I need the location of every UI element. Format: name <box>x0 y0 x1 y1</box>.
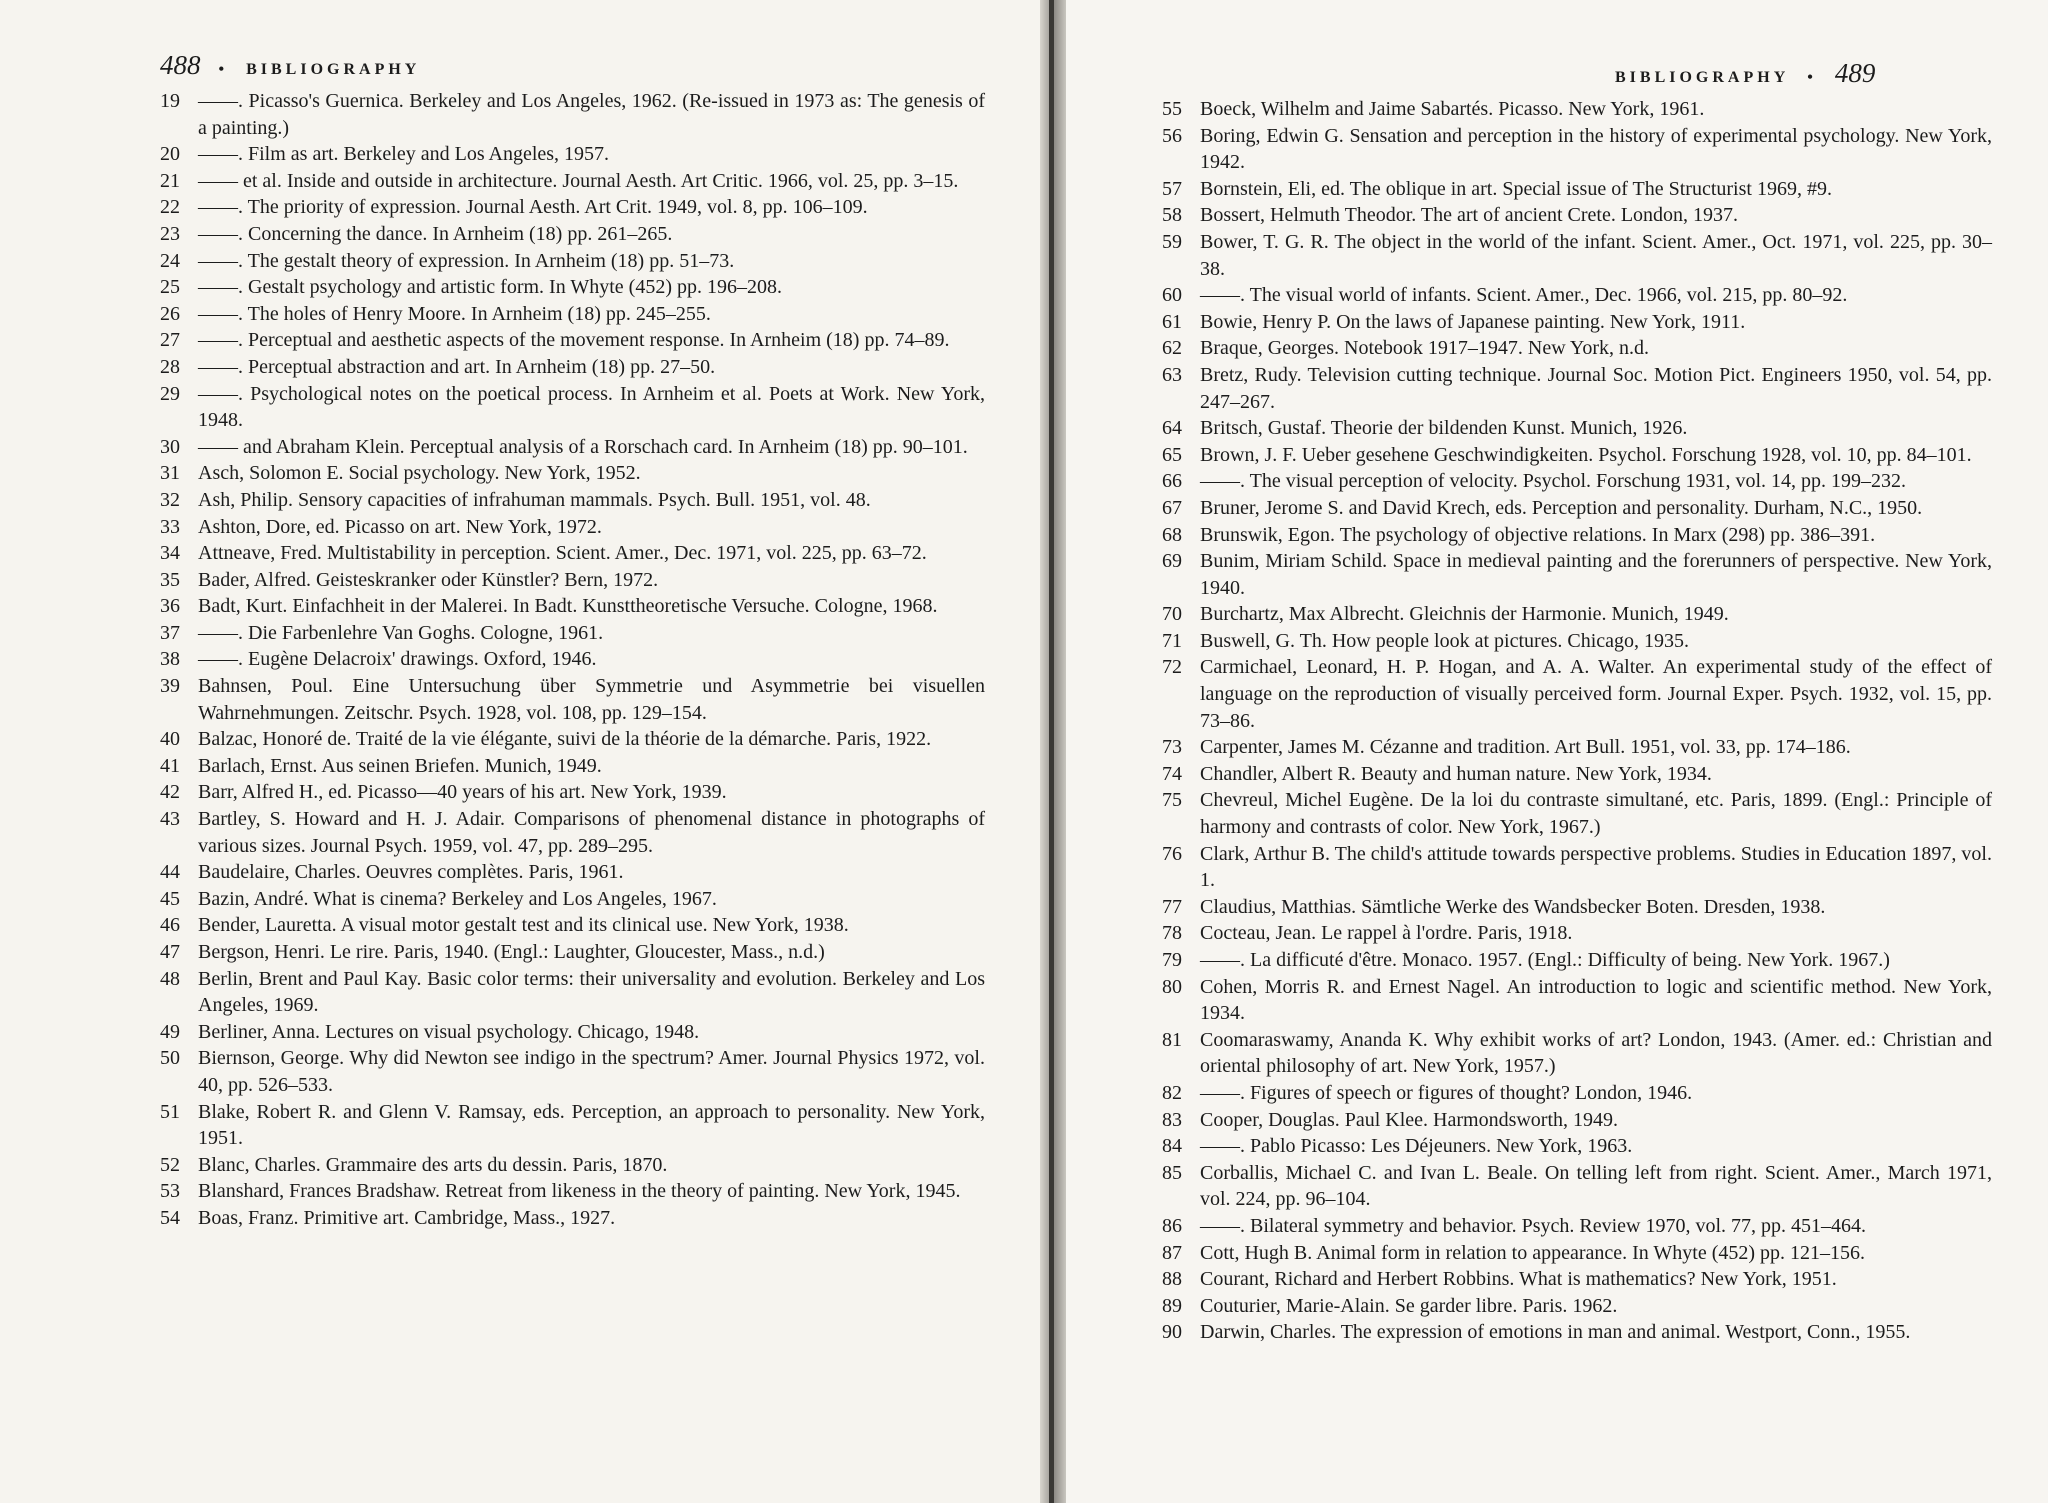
entry-number: 44 <box>160 861 180 884</box>
bibliography-entry <box>160 1019 985 1046</box>
entry-text: Bader, Alfred. Geisteskranker oder Künstler? Bern, 1972. <box>198 568 659 591</box>
entry-text: Bender, Lauretta. A visual motor gestalt test and its clinical use. New York, 1938. <box>198 914 849 937</box>
entry-text: Couturier, Marie-Alain. Se garder libre. Paris. 1962. <box>1200 1294 1618 1317</box>
entry-number: 61 <box>1162 310 1182 333</box>
bibliography-entry <box>1162 415 1992 442</box>
bibliography-entry <box>1162 495 1992 522</box>
entry-text: Bornstein, Eli, ed. The oblique in art. Special issue of The Structurist 1969, #9. <box>1200 177 1832 200</box>
entry-text: ——. The priority of expression. Journal Aesth. Art Crit. 1949, vol. 8, pp. 106–109. <box>198 196 868 219</box>
entry-text: Blanshard, Frances Bradshaw. Retreat from likeness in the theory of painting. New York, 1945. <box>198 1180 961 1203</box>
bibliography-entry <box>1162 1027 1992 1080</box>
entry-number: 32 <box>160 488 180 511</box>
bibliography-entry <box>1162 468 1992 495</box>
entry-text: Brunswik, Egon. The psychology of objective relations. In Marx (298) pp. 386–391. <box>1200 523 1876 546</box>
bibliography-entry <box>1162 654 1992 734</box>
entry-text: Bretz, Rudy. Television cutting technique. Journal Soc. Motion Pict. Engineers 1950, vol. 54, pp. 247–267. <box>1200 363 1992 413</box>
entry-text: Courant, Richard and Herbert Robbins. What is mathematics? New York, 1951. <box>1200 1268 1837 1291</box>
entry-text: Blanc, Charles. Grammaire des arts du dessin. Paris, 1870. <box>198 1153 668 1176</box>
bibliography-entry <box>160 753 985 780</box>
entry-number: 88 <box>1162 1268 1182 1291</box>
entry-text: Asch, Solomon E. Social psychology. New York, 1952. <box>198 462 641 485</box>
entry-text: Claudius, Matthias. Sämtliche Werke des Wandsbecker Boten. Dresden, 1938. <box>1200 895 1826 918</box>
bibliography-entry <box>1162 522 1992 549</box>
entry-number: 65 <box>1162 443 1182 466</box>
bibliography-entry <box>160 1099 985 1152</box>
entry-text: ——. Gestalt psychology and artistic form. In Whyte (452) pp. 196–208. <box>198 276 782 299</box>
bibliography-entry <box>1162 974 1992 1027</box>
bibliography-entry <box>1162 123 1992 176</box>
entry-text: ——. The holes of Henry Moore. In Arnheim (18) pp. 245–255. <box>198 302 711 325</box>
bibliography-entry <box>1162 787 1992 840</box>
bibliography-entry <box>160 1152 985 1179</box>
bibliography-entry <box>1162 841 1992 894</box>
bibliography-entry <box>160 381 985 434</box>
entry-text: Braque, Georges. Notebook 1917–1947. New York, n.d. <box>1200 337 1650 360</box>
entry-number: 79 <box>1162 949 1182 971</box>
bibliography-entry <box>160 88 985 141</box>
entry-number: 72 <box>1162 656 1182 679</box>
bibliography-entry <box>160 274 985 301</box>
bibliography-entry <box>160 301 985 328</box>
bibliography-entry <box>160 912 985 939</box>
entry-number: 52 <box>160 1153 180 1176</box>
bibliography-entry <box>160 514 985 541</box>
bibliography-entry <box>160 1205 985 1232</box>
entry-text: ——. The visual world of infants. Scient. Amer., Dec. 1966, vol. 215, pp. 80–92. <box>1200 284 1848 307</box>
entry-text: ——. Film as art. Berkeley and Los Angeles, 1957. <box>198 143 610 166</box>
entry-text: Ash, Philip. Sensory capacities of infrahuman mammals. Psych. Bull. 1951, vol. 48. <box>198 488 871 511</box>
entry-text: ——. Eugène Delacroix' drawings. Oxford, 1946. <box>198 648 597 671</box>
separator-dot: • <box>218 61 229 78</box>
entry-text: Badt, Kurt. Einfachheit in der Malerei. In Badt. Kunsttheoretische Versuche. Cologne, 1968. <box>198 595 938 618</box>
entry-text: Berlin, Brent and Paul Kay. Basic color terms: their universality and evolution. Berkeley and Los Angeles, 1969. <box>198 967 985 1017</box>
entry-text: Bazin, André. What is cinema? Berkeley and Los Angeles, 1967. <box>198 887 717 910</box>
entry-text: ——. Psychological notes on the poetical process. In Arnheim et al. Poets at Work. New York, 1948. <box>198 382 985 432</box>
entry-text: Bruner, Jerome S. and David Krech, eds. Perception and personality. Durham, N.C., 1950. <box>1200 496 1923 519</box>
entry-text: —— and Abraham Klein. Perceptual analysis of a Rorschach card. In Arnheim (18) pp. 90–101. <box>198 435 968 458</box>
bibliography-entry <box>160 327 985 354</box>
entry-number: 89 <box>1162 1294 1182 1317</box>
separator-dot: • <box>1807 69 1817 86</box>
bibliography-entry <box>160 487 985 514</box>
bibliography-entry <box>1162 1107 1992 1134</box>
bibliography-entry <box>160 168 985 195</box>
running-title: BIBLIOGRAPHY <box>246 61 421 78</box>
entry-number: 46 <box>160 914 180 937</box>
entry-text: ——. Pablo Picasso: Les Déjeuners. New York, 1963. <box>1200 1135 1633 1158</box>
entry-number: 53 <box>160 1180 180 1203</box>
entry-number: 57 <box>1162 177 1182 200</box>
entry-number: 30 <box>160 435 180 458</box>
entry-text: Cocteau, Jean. Le rappel à l'ordre. Paris, 1918. <box>1200 922 1573 945</box>
entry-number: 69 <box>1162 550 1182 573</box>
bibliography-entry <box>160 886 985 913</box>
bibliography-entry <box>1162 309 1992 336</box>
entry-text: Boring, Edwin G. Sensation and perception in the history of experimental psychology. New York, 1942. <box>1200 124 1992 174</box>
bibliography-entry <box>160 779 985 806</box>
bibliography-entry <box>1162 96 1992 123</box>
entry-text: Berliner, Anna. Lectures on visual psychology. Chicago, 1948. <box>198 1020 700 1043</box>
entry-text: Cohen, Morris R. and Ernest Nagel. An introduction to logic and scientific method. New York, 1934. <box>1200 975 1992 1025</box>
entry-number: 59 <box>1162 230 1182 253</box>
entry-number: 40 <box>160 728 180 751</box>
entry-text: Carpenter, James M. Cézanne and tradition. Art Bull. 1951, vol. 33, pp. 174–186. <box>1200 736 1851 759</box>
entry-number: 26 <box>160 302 180 325</box>
entry-number: 55 <box>1162 98 1182 120</box>
bibliography-entry <box>1162 442 1992 469</box>
bibliography-entry <box>160 460 985 487</box>
entry-text: ——. Figures of speech or figures of thought? London, 1946. <box>1200 1081 1693 1104</box>
bibliography-entry <box>160 354 985 381</box>
bibliography-entry <box>1162 628 1992 655</box>
bibliography-entry <box>1162 920 1992 947</box>
bibliography-entry <box>1162 894 1992 921</box>
running-title: BIBLIOGRAPHY <box>1615 69 1790 86</box>
entry-number: 63 <box>1162 363 1182 386</box>
entry-text: Bunim, Miriam Schild. Space in medieval painting and the forerunners of perspective. New York, 1940. <box>1200 550 1992 599</box>
entry-text: Burchartz, Max Albrecht. Gleichnis der Harmonie. Munich, 1949. <box>1200 603 1729 626</box>
entry-number: 60 <box>1162 284 1182 307</box>
entry-number: 50 <box>160 1047 180 1070</box>
entry-number: 25 <box>160 276 180 299</box>
bibliography-entry <box>160 806 985 859</box>
entry-text: Bowie, Henry P. On the laws of Japanese painting. New York, 1911. <box>1200 310 1746 333</box>
entry-number: 19 <box>160 90 180 112</box>
entry-text: Britsch, Gustaf. Theorie der bildenden Kunst. Munich, 1926. <box>1200 417 1688 440</box>
entry-number: 74 <box>1162 762 1182 785</box>
entry-number: 24 <box>160 249 180 272</box>
entry-text: Corballis, Michael C. and Ivan L. Beale. On telling left from right. Scient. Amer., March 1971, vol. 224, pp. 96–104. <box>1200 1161 1992 1211</box>
entry-text: Chevreul, Michel Eugène. De la loi du contraste simultané, etc. Paris, 1899. (Engl.: Principle of harmony and contrasts of color. New York, 1967.) <box>1200 789 1992 839</box>
entry-text: Darwin, Charles. The expression of emotions in man and animal. Westport, Conn., 1955. <box>1200 1321 1911 1344</box>
entry-number: 41 <box>160 754 180 777</box>
entry-number: 81 <box>1162 1028 1182 1051</box>
bibliography-entry <box>1162 1133 1992 1160</box>
bibliography-entry <box>1162 1213 1992 1240</box>
entry-number: 35 <box>160 568 180 591</box>
bibliography-entry <box>1162 601 1992 628</box>
entry-text: Blake, Robert R. and Glenn V. Ramsay, eds. Perception, an approach to personality. New York, 1951. <box>198 1100 985 1150</box>
bibliography-entry <box>1162 761 1992 788</box>
entry-number: 54 <box>160 1206 180 1229</box>
bibliography-list <box>1162 96 1992 1346</box>
entry-text: ——. Perceptual abstraction and art. In Arnheim (18) pp. 27–50. <box>198 355 716 378</box>
entry-number: 47 <box>160 941 180 963</box>
bibliography-entry <box>160 248 985 275</box>
bibliography-entry <box>160 194 985 221</box>
entry-text: Buswell, G. Th. How people look at pictures. Chicago, 1935. <box>1200 629 1690 652</box>
bibliography-entry <box>1162 176 1992 203</box>
bibliography-entry <box>160 939 985 966</box>
bibliography-entry <box>1162 229 1992 282</box>
entry-number: 68 <box>1162 523 1182 546</box>
entry-text: ——. Concerning the dance. In Arnheim (18) pp. 261–265. <box>198 222 673 245</box>
left-running-head <box>160 50 420 81</box>
entry-text: ——. La difficuté d'être. Monaco. 1957. (Engl.: Difficulty of being. New York. 1967.) <box>1200 949 1890 971</box>
entry-number: 37 <box>160 621 180 644</box>
bibliography-entry <box>1162 202 1992 229</box>
bibliography-entry <box>1162 1293 1992 1320</box>
bibliography-entry <box>1162 1240 1992 1267</box>
entry-number: 29 <box>160 382 180 405</box>
entry-text: Bossert, Helmuth Theodor. The art of ancient Crete. London, 1937. <box>1200 204 1739 227</box>
entry-number: 87 <box>1162 1241 1182 1264</box>
entry-text: ——. The visual perception of velocity. Psychol. Forschung 1931, vol. 14, pp. 199–232. <box>1200 470 1907 493</box>
entry-text: Brown, J. F. Ueber gesehene Geschwindigkeiten. Psychol. Forschung 1928, vol. 10, pp. 84–101. <box>1200 443 1972 466</box>
bibliography-entry <box>1162 1160 1992 1213</box>
entry-number: 43 <box>160 808 180 831</box>
entry-text: Bower, T. G. R. The object in the world of the infant. Scient. Amer., Oct. 1971, vol. 225, pp. 30–38. <box>1200 230 1992 280</box>
entry-number: 70 <box>1162 603 1182 626</box>
entry-number: 80 <box>1162 975 1182 998</box>
entry-text: ——. Bilateral symmetry and behavior. Psych. Review 1970, vol. 77, pp. 451–464. <box>1200 1214 1867 1237</box>
entry-number: 86 <box>1162 1214 1182 1237</box>
bibliography-entry <box>1162 282 1992 309</box>
entry-text: ——. Perceptual and aesthetic aspects of the movement response. In Arnheim (18) pp. 74–89. <box>198 329 950 352</box>
entry-text: Cooper, Douglas. Paul Klee. Harmondsworth, 1949. <box>1200 1108 1619 1131</box>
entry-number: 77 <box>1162 895 1182 918</box>
entry-text: Attneave, Fred. Multistability in perception. Scient. Amer., Dec. 1971, vol. 225, pp. 63–72. <box>198 542 927 565</box>
entry-number: 51 <box>160 1100 180 1123</box>
entry-text: Bergson, Henri. Le rire. Paris, 1940. (Engl.: Laughter, Gloucester, Mass., n.d.) <box>198 941 825 963</box>
bibliography-entry <box>1162 1266 1992 1293</box>
entry-number: 20 <box>160 143 180 166</box>
entry-text: Biernson, George. Why did Newton see indigo in the spectrum? Amer. Journal Physics 1972, vol. 40, pp. 526–533. <box>198 1047 985 1096</box>
entry-text: Cott, Hugh B. Animal form in relation to appearance. In Whyte (452) pp. 121–156. <box>1200 1241 1866 1264</box>
entry-text: ——. The gestalt theory of expression. In Arnheim (18) pp. 51–73. <box>198 249 735 272</box>
entry-text: Barlach, Ernst. Aus seinen Briefen. Munich, 1949. <box>198 754 602 777</box>
entry-text: Chandler, Albert R. Beauty and human nature. New York, 1934. <box>1200 762 1712 785</box>
entry-number: 39 <box>160 675 180 698</box>
entry-number: 21 <box>160 169 180 192</box>
bibliography-entry <box>160 726 985 753</box>
entry-number: 78 <box>1162 922 1182 945</box>
right-page <box>1052 0 2048 1503</box>
entry-number: 90 <box>1162 1321 1182 1344</box>
entry-number: 62 <box>1162 337 1182 360</box>
entry-number: 75 <box>1162 789 1182 812</box>
entry-text: Bartley, S. Howard and H. J. Adair. Comparisons of phenomenal distance in photographs of various sizes. Journal Psych. 1959, vol. 47, pp. 289–295. <box>198 808 985 857</box>
entry-number: 45 <box>160 887 180 910</box>
bibliography-entry <box>1162 335 1992 362</box>
bibliography-entry <box>160 620 985 647</box>
gutter-shadow <box>1049 0 1054 1503</box>
entry-text: Carmichael, Leonard, H. P. Hogan, and A. A. Walter. An experimental study of the effect of language on the reproduction of visually perceived form. Journal Exper. Psych. 1932, vol. 15, pp. 73–86. <box>1200 656 1992 732</box>
entry-number: 85 <box>1162 1161 1182 1184</box>
entry-number: 38 <box>160 648 180 671</box>
entry-number: 48 <box>160 967 180 990</box>
entry-number: 56 <box>1162 124 1182 147</box>
bibliography-entry <box>160 221 985 248</box>
bibliography-entry <box>1162 548 1992 601</box>
entry-number: 82 <box>1162 1081 1182 1104</box>
entry-text: Barr, Alfred H., ed. Picasso—40 years of his art. New York, 1939. <box>198 781 727 804</box>
bibliography-list <box>160 88 985 1232</box>
entry-number: 83 <box>1162 1108 1182 1131</box>
entry-number: 27 <box>160 329 180 352</box>
bibliography-entry <box>160 1045 985 1098</box>
entry-text: Clark, Arthur B. The child's attitude towards perspective problems. Studies in Education 1897, vol. 1. <box>1200 842 1992 892</box>
bibliography-entry <box>160 1178 985 1205</box>
entry-number: 36 <box>160 595 180 618</box>
entry-text: Balzac, Honoré de. Traité de la vie élégante, suivi de la théorie de la démarche. Paris, 1922. <box>198 728 932 751</box>
bibliography-entry <box>1162 1319 1992 1346</box>
entry-text: Baudelaire, Charles. Oeuvres complètes. Paris, 1961. <box>198 861 624 884</box>
entry-number: 84 <box>1162 1135 1182 1158</box>
entry-text: Boas, Franz. Primitive art. Cambridge, Mass., 1927. <box>198 1206 616 1229</box>
entry-number: 67 <box>1162 496 1182 519</box>
bibliography-entry <box>160 567 985 594</box>
entry-number: 76 <box>1162 842 1182 865</box>
entry-text: Bahnsen, Poul. Eine Untersuchung über Symmetrie und Asymmetrie bei visuellen Wahrnehmungen. Zeitschr. Psych. 1928, vol. 108, pp. 129–154. <box>198 675 985 724</box>
bibliography-entry <box>1162 1080 1992 1107</box>
bibliography-entry <box>160 966 985 1019</box>
entry-text: Ashton, Dore, ed. Picasso on art. New York, 1972. <box>198 515 602 538</box>
bibliography-entry <box>160 673 985 726</box>
entry-number: 64 <box>1162 417 1182 440</box>
entry-number: 34 <box>160 542 180 565</box>
bibliography-entry <box>160 540 985 567</box>
bibliography-entry <box>1162 734 1992 761</box>
entry-number: 66 <box>1162 470 1182 493</box>
bibliography-entry <box>160 646 985 673</box>
entry-number: 22 <box>160 196 180 219</box>
page-number: 488 <box>160 50 201 80</box>
bibliography-entry <box>160 859 985 886</box>
bibliography-entry <box>160 434 985 461</box>
entry-number: 71 <box>1162 629 1182 652</box>
bibliography-entry <box>1162 362 1992 415</box>
entry-text: Boeck, Wilhelm and Jaime Sabartés. Picasso. New York, 1961. <box>1200 98 1705 120</box>
entry-number: 33 <box>160 515 180 538</box>
entry-number: 49 <box>160 1020 180 1043</box>
entry-number: 31 <box>160 462 180 485</box>
entry-text: —— et al. Inside and outside in architecture. Journal Aesth. Art Critic. 1966, vol. 25, pp. 3–15. <box>198 169 959 192</box>
bibliography-entry <box>160 593 985 620</box>
page-number: 489 <box>1834 58 1876 88</box>
entry-number: 73 <box>1162 736 1182 759</box>
entry-number: 42 <box>160 781 180 804</box>
bibliography-entry <box>160 141 985 168</box>
entry-text: Coomaraswamy, Ananda K. Why exhibit works of art? London, 1943. (Amer. ed.: Christian and oriental philosophy of art. New York, 1957.) <box>1200 1028 1992 1078</box>
entry-number: 23 <box>160 222 180 245</box>
entry-number: 58 <box>1162 204 1182 227</box>
entry-number: 28 <box>160 355 180 378</box>
entry-text: ——. Picasso's Guernica. Berkeley and Los Angeles, 1962. (Re-issued in 1973 as: The genesis of a painting.) <box>198 90 985 139</box>
right-running-head <box>1615 58 1875 89</box>
bibliography-entry <box>1162 947 1992 974</box>
entry-text: ——. Die Farbenlehre Van Goghs. Cologne, 1961. <box>198 621 604 644</box>
